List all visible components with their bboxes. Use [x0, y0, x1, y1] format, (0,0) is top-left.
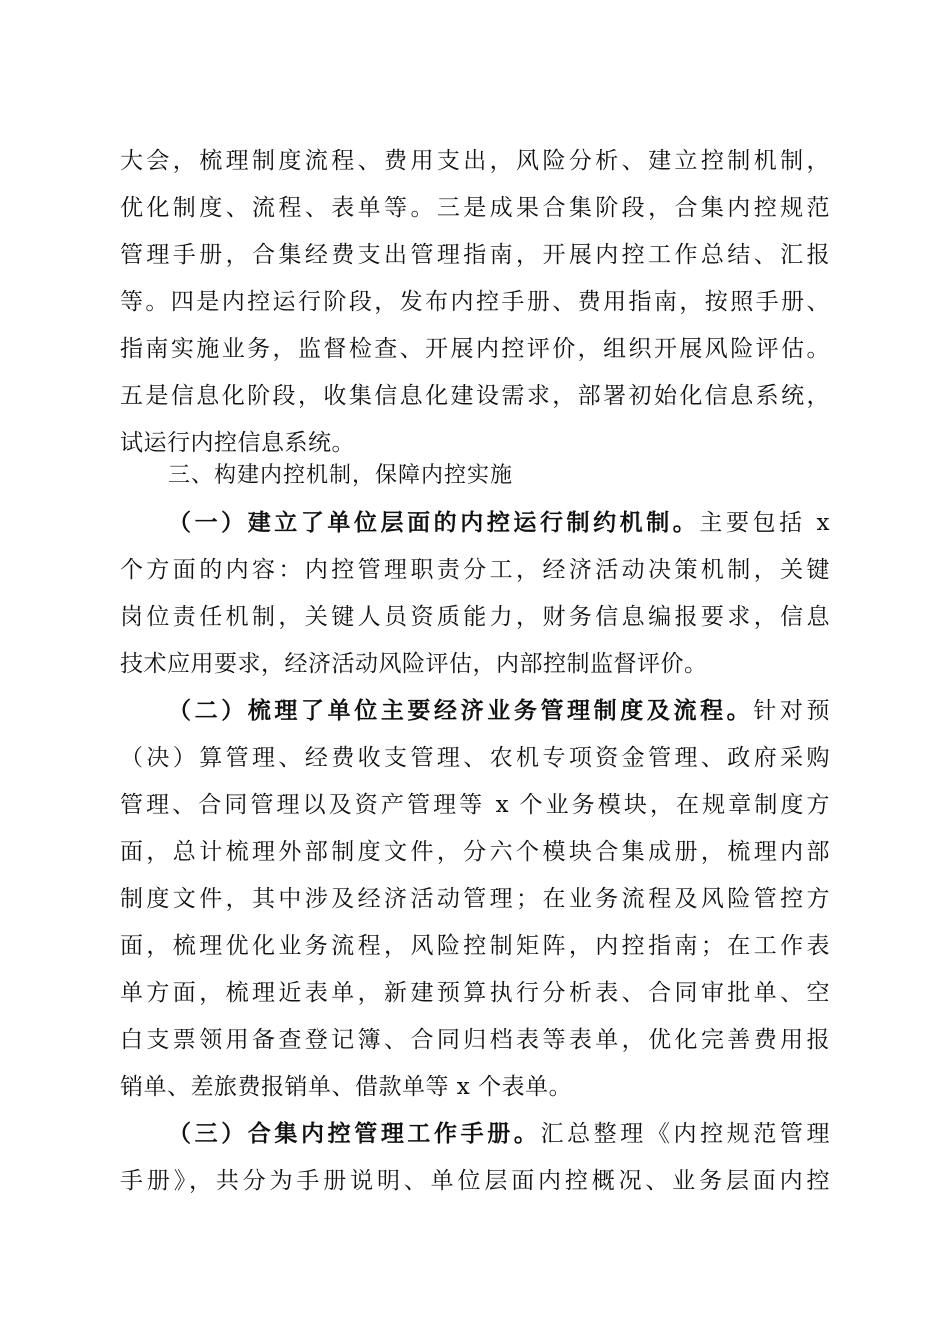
item3-line1-rest: 汇总整理《内控规范管理: [540, 1121, 831, 1147]
item1-first-line: [168, 503, 830, 543]
paragraph-line: 大会，梳理制度流程、费用支出，风险分析、建立控制机制，: [120, 148, 830, 174]
paragraph-line: 等。四是内控运行阶段，发布内控手册、费用指南，按照手册、: [120, 289, 830, 315]
item2-first-line: [168, 691, 830, 731]
paragraph-line: 制度文件，其中涉及经济活动管理；在业务流程及风险管控方: [120, 886, 830, 912]
paragraph-line: 岗位责任机制，关键人员资质能力，财务信息编报要求，信息: [120, 604, 830, 630]
paragraph-line: 个方面的内容：内控管理职责分工，经济活动决策机制，关键: [120, 557, 830, 583]
paragraph-line: （决）算管理、经费收支管理、农机专项资金管理、政府采购: [120, 745, 830, 771]
item1-line1-rest: 主要包括 x: [699, 510, 830, 536]
paragraph-line: 五是信息化阶段，收集信息化建设需求，部署初始化信息系统，: [120, 383, 830, 409]
paragraph-line: 试运行内控信息系统。: [120, 430, 355, 456]
item2-line1-rest: 针对预: [753, 698, 831, 724]
paragraph-line: 面，梳理优化业务流程，风险控制矩阵，内控指南；在工作表: [120, 933, 830, 959]
item3-first-line: [168, 1114, 830, 1154]
paragraph-line: 白支票领用备查登记簿、合同归档表等表单，优化完善费用报: [120, 1027, 830, 1053]
paragraph-line: 优化制度、流程、表单等。三是成果合集阶段，合集内控规范: [120, 195, 830, 221]
item1-lead: （一）建立了单位层面的内控运行制约机制。: [168, 509, 700, 536]
paragraph-line: 面，总计梳理外部制度文件，分六个模块合集成册，梳理内部: [120, 839, 830, 865]
paragraph-line: 销单、差旅费报销单、借款单等 x 个表单。: [120, 1074, 573, 1100]
paragraph-line: 管理手册，合集经费支出管理指南，开展内控工作总结、汇报: [120, 242, 830, 268]
paragraph-line: 技术应用要求，经济活动风险评估，内部控制监督评价。: [120, 651, 708, 677]
paragraph-line: 手册》，共分为手册说明、单位层面内控概况、业务层面内控: [120, 1168, 830, 1194]
paragraph-line: 管理、合同管理以及资产管理等 x 个业务模块，在规章制度方: [120, 792, 830, 818]
section-heading: 三、构建内控机制，保障内控实施: [168, 463, 514, 488]
paragraph-line: 指南实施业务，监督检查、开展内控评价，组织开展风险评估。: [120, 336, 830, 362]
paragraph-line: 单方面，梳理近表单，新建预算执行分析表、合同审批单、空: [120, 980, 830, 1006]
item2-lead: （二）梳理了单位主要经济业务管理制度及流程。: [168, 697, 754, 724]
item3-lead: （三）合集内控管理工作手册。: [168, 1120, 541, 1147]
